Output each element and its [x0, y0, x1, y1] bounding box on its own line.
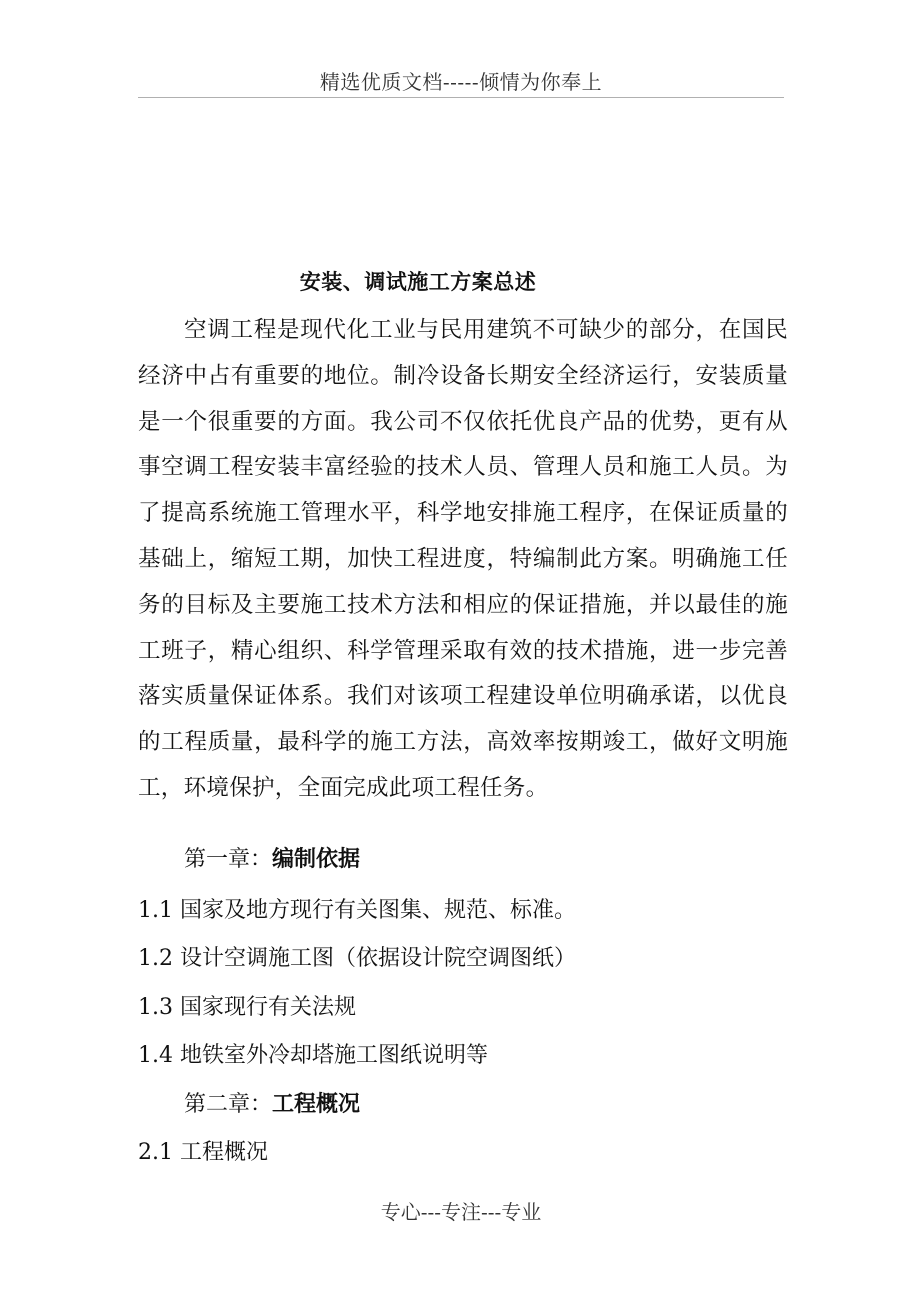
list-item: 1.2 设计空调施工图（依据设计院空调图纸） — [138, 946, 576, 971]
chapter-2-title: 工程概况 — [272, 1091, 361, 1117]
chapter-2-heading — [184, 1087, 360, 1118]
chapter-1-prefix: 第一章： — [184, 847, 273, 872]
chapter-2-prefix: 第二章： — [184, 1092, 273, 1117]
chapter-1-heading — [184, 842, 360, 873]
document-title: 安装、调试施工方案总述 — [299, 269, 537, 294]
header-divider — [138, 97, 784, 98]
chapter-1-title: 编制依据 — [272, 846, 361, 872]
list-item: 1.1 国家及地方现行有关图集、规范、标准。 — [138, 898, 576, 923]
list-item: 1.3 国家现行有关法规 — [138, 995, 356, 1020]
list-item: 2.1 工程概况 — [138, 1140, 268, 1165]
list-item: 1.4 地铁室外冷却塔施工图纸说明等 — [138, 1043, 488, 1068]
page-header: 精选优质文档-----倾情为你奉上 — [319, 70, 603, 94]
intro-paragraph: 空调工程是现代化工业与民用建筑不可缺少的部分，在国民经济中占有重要的地位。制冷设备长期安全经济运行，安装质量是一个很重要的方面。我公司不仅依托优良产品的优势，更有从事空调工程安装丰富经验的技术人员、管理人员和施工人员。为了提高系统施工管理水平，科学地安排施工程序，在保证质量的基础上，缩短工期，加快工程进度，特编制此方案。明确施工任务的目标及主要施工技术方法和相应的保证措施，并以最佳的施工班子，精心组织、科学管理采取有效的技术措施，进一步完善落实质量保证体系。我们对该项工程建设单位明确承诺，以优良的工程质量，最科学的施工方法，高效率按期竣工，做好文明施工，环境保护，全面完成此项工程任务。 — [138, 317, 788, 801]
page-footer: 专心---专注---专业 — [380, 1200, 542, 1224]
